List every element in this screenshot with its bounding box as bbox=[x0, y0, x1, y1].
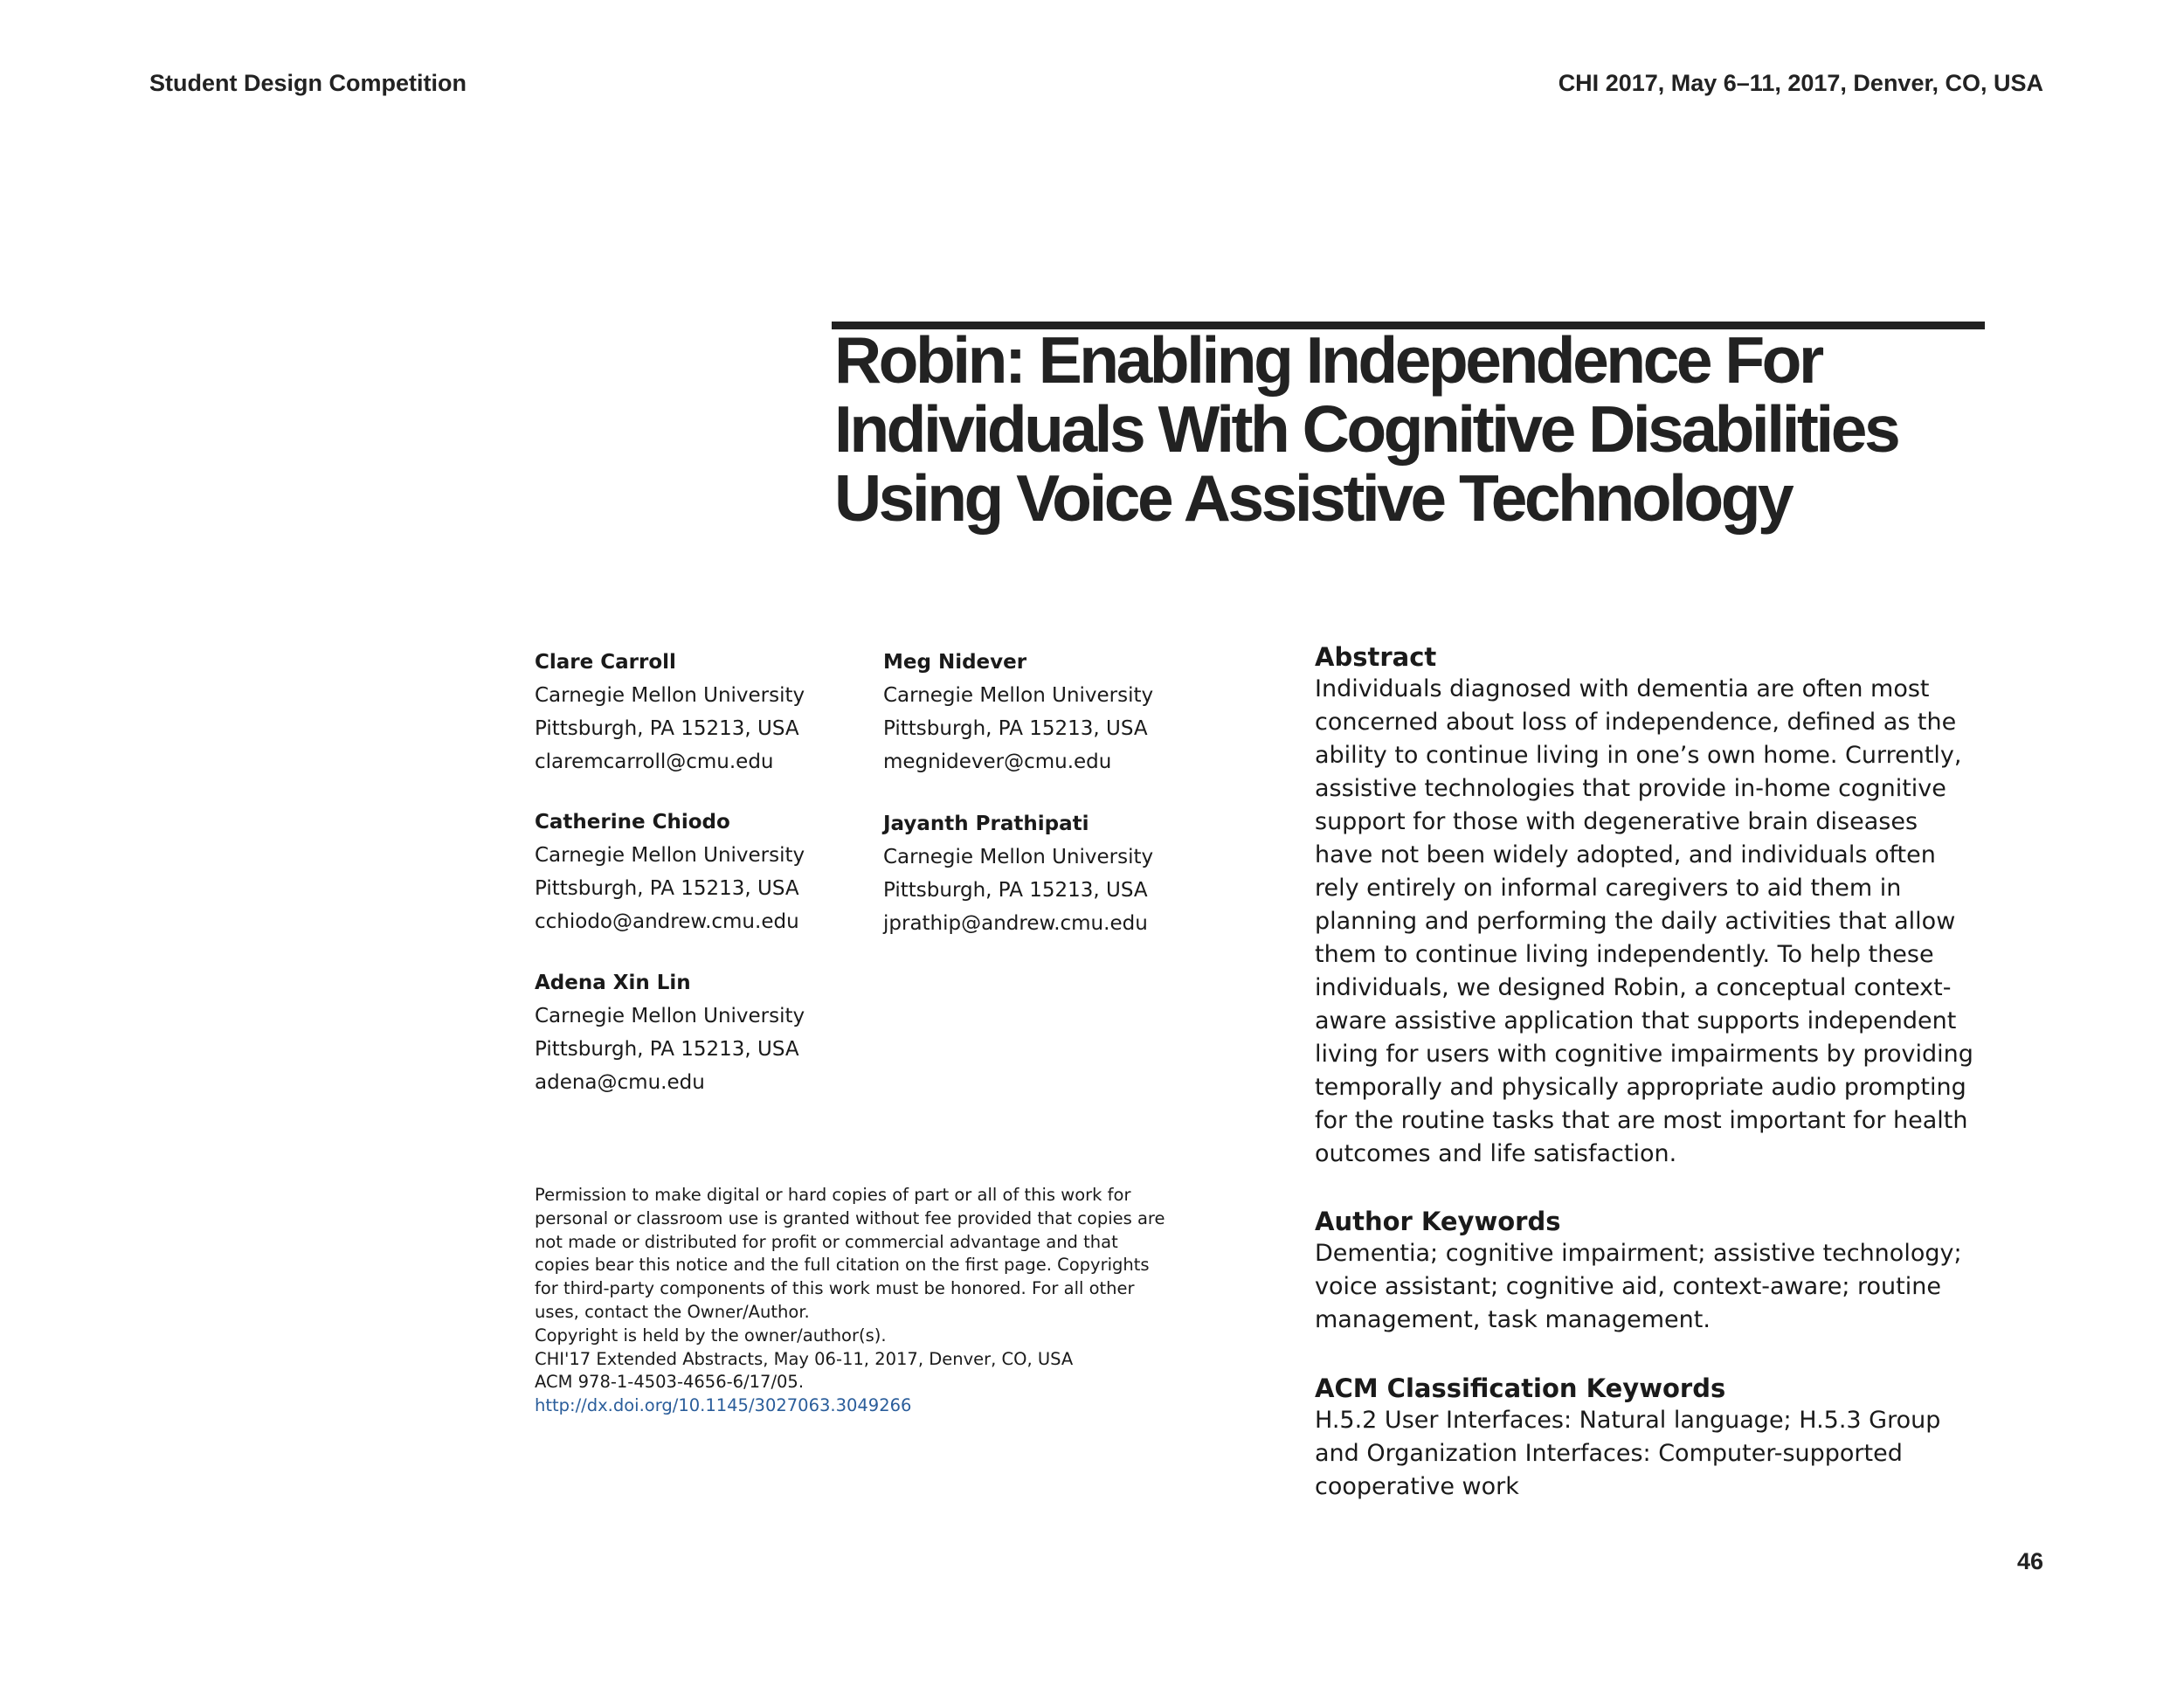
abstract-line: have not been widely adopted, and individuals often bbox=[1315, 841, 1936, 868]
keywords-line: Dementia; cognitive impairment; assistive technology; bbox=[1315, 1240, 1962, 1267]
author-affiliation: Carnegie Mellon University bbox=[883, 684, 1154, 707]
title-line: Individuals With Cognitive Disabilities bbox=[834, 392, 1898, 466]
keywords-line: voice assistant; cognitive aid, context-aware; routine bbox=[1315, 1273, 1941, 1300]
author-name: Meg Nidever bbox=[883, 651, 1027, 674]
permission-line: Permission to make digital or hard copies of part or all of this work for bbox=[535, 1185, 1131, 1205]
abstract-line: rely entirely on informal caregivers to aid them in bbox=[1315, 875, 1902, 902]
permission-line: ACM 978-1-4503-4656-6/17/05. bbox=[535, 1372, 805, 1393]
permission-line: for third-party components of this work must be honored. For all other bbox=[535, 1278, 1135, 1299]
acm-keywords-line: cooperative work bbox=[1315, 1473, 1519, 1500]
author-email[interactable]: adena@cmu.edu bbox=[535, 1071, 705, 1094]
paper-title bbox=[834, 323, 1996, 535]
abstract-line: support for those with degenerative brain diseases bbox=[1315, 808, 1918, 835]
author-address: Pittsburgh, PA 15213, USA bbox=[883, 879, 1148, 902]
author-block bbox=[883, 646, 1153, 778]
acm-keywords-line: H.5.2 User Interfaces: Natural language; H.5.3 Group bbox=[1315, 1407, 1941, 1434]
acm-keywords-line: and Organization Interfaces: Computer-supported bbox=[1315, 1440, 1903, 1467]
author-email[interactable]: cchiodo@andrew.cmu.edu bbox=[535, 910, 799, 933]
permission-line: uses, contact the Owner/Author. bbox=[535, 1301, 810, 1322]
abstract-line: living for users with cognitive impairments by providing bbox=[1315, 1041, 1973, 1068]
abstract-line: ability to continue living in one’s own home. Currently, bbox=[1315, 742, 1962, 769]
author-address: Pittsburgh, PA 15213, USA bbox=[535, 877, 799, 900]
author-keywords-section bbox=[1315, 1206, 1996, 1337]
permission-notice bbox=[535, 1184, 1260, 1418]
abstract-line: concerned about loss of independence, defined as the bbox=[1315, 709, 1957, 736]
author-address: Pittsburgh, PA 15213, USA bbox=[883, 717, 1148, 740]
permission-line: personal or classroom use is granted without fee provided that copies are bbox=[535, 1207, 1165, 1228]
permission-line: copies bear this notice and the full citation on the first page. Copyrights bbox=[535, 1255, 1150, 1276]
permission-line: CHI'17 Extended Abstracts, May 06-11, 2017, Denver, CO, USA bbox=[535, 1348, 1074, 1369]
abstract-line: temporally and physically appropriate audio prompting bbox=[1315, 1074, 1966, 1101]
abstract-line: them to continue living independently. To help these bbox=[1315, 941, 1934, 968]
author-email[interactable]: megnidever@cmu.edu bbox=[883, 751, 1112, 773]
author-affiliation: Carnegie Mellon University bbox=[883, 846, 1154, 868]
author-block bbox=[883, 807, 1153, 940]
permission-line: Copyright is held by the owner/author(s). bbox=[535, 1325, 887, 1346]
author-affiliation: Carnegie Mellon University bbox=[535, 1005, 805, 1027]
abstract-line: Individuals diagnosed with dementia are often most bbox=[1315, 675, 1930, 702]
author-affiliation: Carnegie Mellon University bbox=[535, 684, 805, 707]
running-header-right: CHI 2017, May 6–11, 2017, Denver, CO, USA bbox=[1558, 70, 2043, 96]
abstract-line: planning and performing the daily activities that allow bbox=[1315, 908, 1956, 935]
author-address: Pittsburgh, PA 15213, USA bbox=[535, 1038, 799, 1061]
author-name: Clare Carroll bbox=[535, 651, 676, 674]
author-name: Catherine Chiodo bbox=[535, 811, 730, 834]
author-keywords-heading: Author Keywords bbox=[1315, 1207, 1561, 1236]
author-block bbox=[535, 806, 805, 938]
abstract-line: assistive technologies that provide in-home cognitive bbox=[1315, 775, 1946, 802]
title-line: Using Voice Assistive Technology bbox=[834, 461, 1792, 535]
acm-keywords-body bbox=[1315, 1404, 1996, 1504]
author-block bbox=[535, 646, 805, 778]
abstract-line: outcomes and life satisfaction. bbox=[1315, 1140, 1677, 1167]
page-number: 46 bbox=[2016, 1548, 2043, 1574]
author-address: Pittsburgh, PA 15213, USA bbox=[535, 717, 799, 740]
author-affiliation: Carnegie Mellon University bbox=[535, 844, 805, 867]
abstract-line: aware assistive application that supports independent bbox=[1315, 1007, 1957, 1034]
author-email[interactable]: claremcarroll@cmu.edu bbox=[535, 751, 774, 773]
abstract-line: for the routine tasks that are most important for health bbox=[1315, 1107, 1968, 1134]
title-line: Robin: Enabling Independence For bbox=[834, 323, 1821, 397]
abstract-line: individuals, we designed Robin, a conceptual context- bbox=[1315, 974, 1952, 1001]
author-block bbox=[535, 966, 805, 1099]
abstract-body bbox=[1315, 673, 1996, 1171]
abstract-section bbox=[1315, 641, 1996, 1171]
author-name: Jayanth Prathipati bbox=[883, 813, 1089, 835]
acm-keywords-section bbox=[1315, 1373, 1996, 1504]
running-header-left: Student Design Competition bbox=[149, 70, 467, 96]
keywords-line: management, task management. bbox=[1315, 1306, 1711, 1333]
author-name: Adena Xin Lin bbox=[535, 972, 691, 994]
abstract-heading: Abstract bbox=[1315, 642, 1437, 672]
author-keywords-body bbox=[1315, 1237, 1996, 1337]
acm-keywords-heading: ACM Classification Keywords bbox=[1315, 1373, 1726, 1403]
doi-link[interactable]: http://dx.doi.org/10.1145/3027063.3049266 bbox=[535, 1395, 912, 1416]
permission-line: not made or distributed for profit or commercial advantage and that bbox=[535, 1231, 1118, 1252]
author-email[interactable]: jprathip@andrew.cmu.edu bbox=[883, 912, 1148, 935]
